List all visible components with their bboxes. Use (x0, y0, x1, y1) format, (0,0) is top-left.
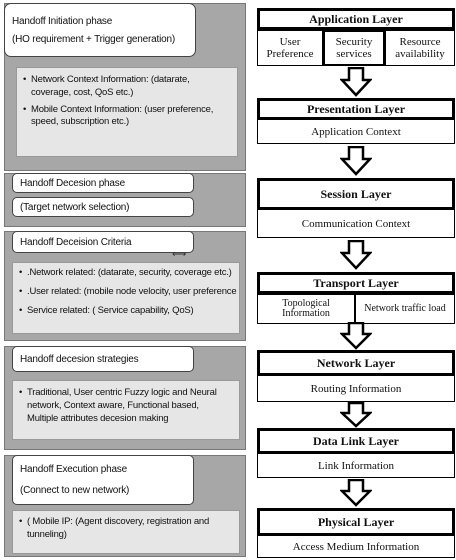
execution-subtitle: (Connect to new network) (20, 485, 130, 496)
decision-subtitle: (Target network selection) (20, 201, 130, 213)
down-arrow-icon (340, 67, 372, 97)
presentation-layer-info: Application Context (257, 120, 455, 144)
network-traffic-load-cell: Network traffic load (355, 294, 455, 324)
security-services-cell: Security services (323, 30, 385, 66)
topological-information-cell: Topological Information (257, 294, 355, 324)
down-arrow-icon (340, 240, 372, 270)
criteria-title: Handoff Deceision Criteria (20, 236, 132, 248)
strategies-content (12, 380, 240, 440)
resource-availability-cell: Resource availability (385, 30, 455, 66)
execution-header (12, 455, 194, 505)
execution-content (12, 510, 240, 554)
list-item: • .User related: (mobile node velocity, user preference (27, 286, 231, 299)
down-arrow-icon (340, 146, 372, 176)
strategies-header (12, 346, 194, 372)
criteria-content (12, 262, 240, 334)
down-arrow-icon (340, 479, 372, 507)
datalink-layer-header: Data Link Layer (257, 428, 455, 454)
session-layer-header: Session Layer (257, 178, 455, 210)
list-item: • Traditional, User centric Fuzzy logic and Neural network, Context aware, Functional based, Multiple attributes decesion making (27, 387, 231, 425)
list-item: • ( Mobile IP: (Agent discovery, registration and tunneling) (27, 516, 231, 542)
criteria-header (12, 231, 194, 253)
user-preference-cell: User Preference (257, 30, 323, 66)
decision-title: Handoff Decesion phase (20, 177, 125, 189)
physical-layer-header: Physical Layer (257, 508, 455, 536)
list-item: • .Network related: (datarate, security, coverage etc.) (27, 267, 231, 280)
network-layer-header: Network Layer (257, 350, 455, 376)
application-layer-header: Application Layer (257, 8, 455, 30)
initiation-subtitle: (HO requirement + Trigger generation) (12, 33, 175, 45)
datalink-layer-info: Link Information (257, 454, 455, 478)
list-item: • Service related: ( Service capability, QoS) (27, 305, 231, 318)
session-layer-info: Communication Context (257, 210, 455, 238)
execution-title: Handoff Execution phase (20, 464, 127, 475)
initiation-header (4, 3, 196, 57)
physical-layer-info: Access Medium Information (257, 536, 455, 558)
initiation-title: Handoff Initiation phase (12, 15, 113, 27)
double-arrow-icon: ⟷ (172, 249, 187, 260)
transport-layer-header: Transport Layer (257, 272, 455, 294)
decision-subtitle-box (12, 197, 194, 217)
network-layer-info: Routing Information (257, 376, 455, 402)
down-arrow-icon (340, 322, 372, 350)
decision-header (12, 173, 194, 193)
list-item: • Mobile Context Information: (user preference, speed, subscription etc.) (31, 104, 229, 130)
list-item: • Network Context Information: (datarate, coverage, cost, QoS etc.) (31, 74, 229, 100)
initiation-content (16, 67, 238, 157)
strategies-title: Handoff decesion strategies (20, 353, 139, 365)
presentation-layer-header: Presentation Layer (257, 98, 455, 120)
down-arrow-icon (340, 402, 372, 428)
